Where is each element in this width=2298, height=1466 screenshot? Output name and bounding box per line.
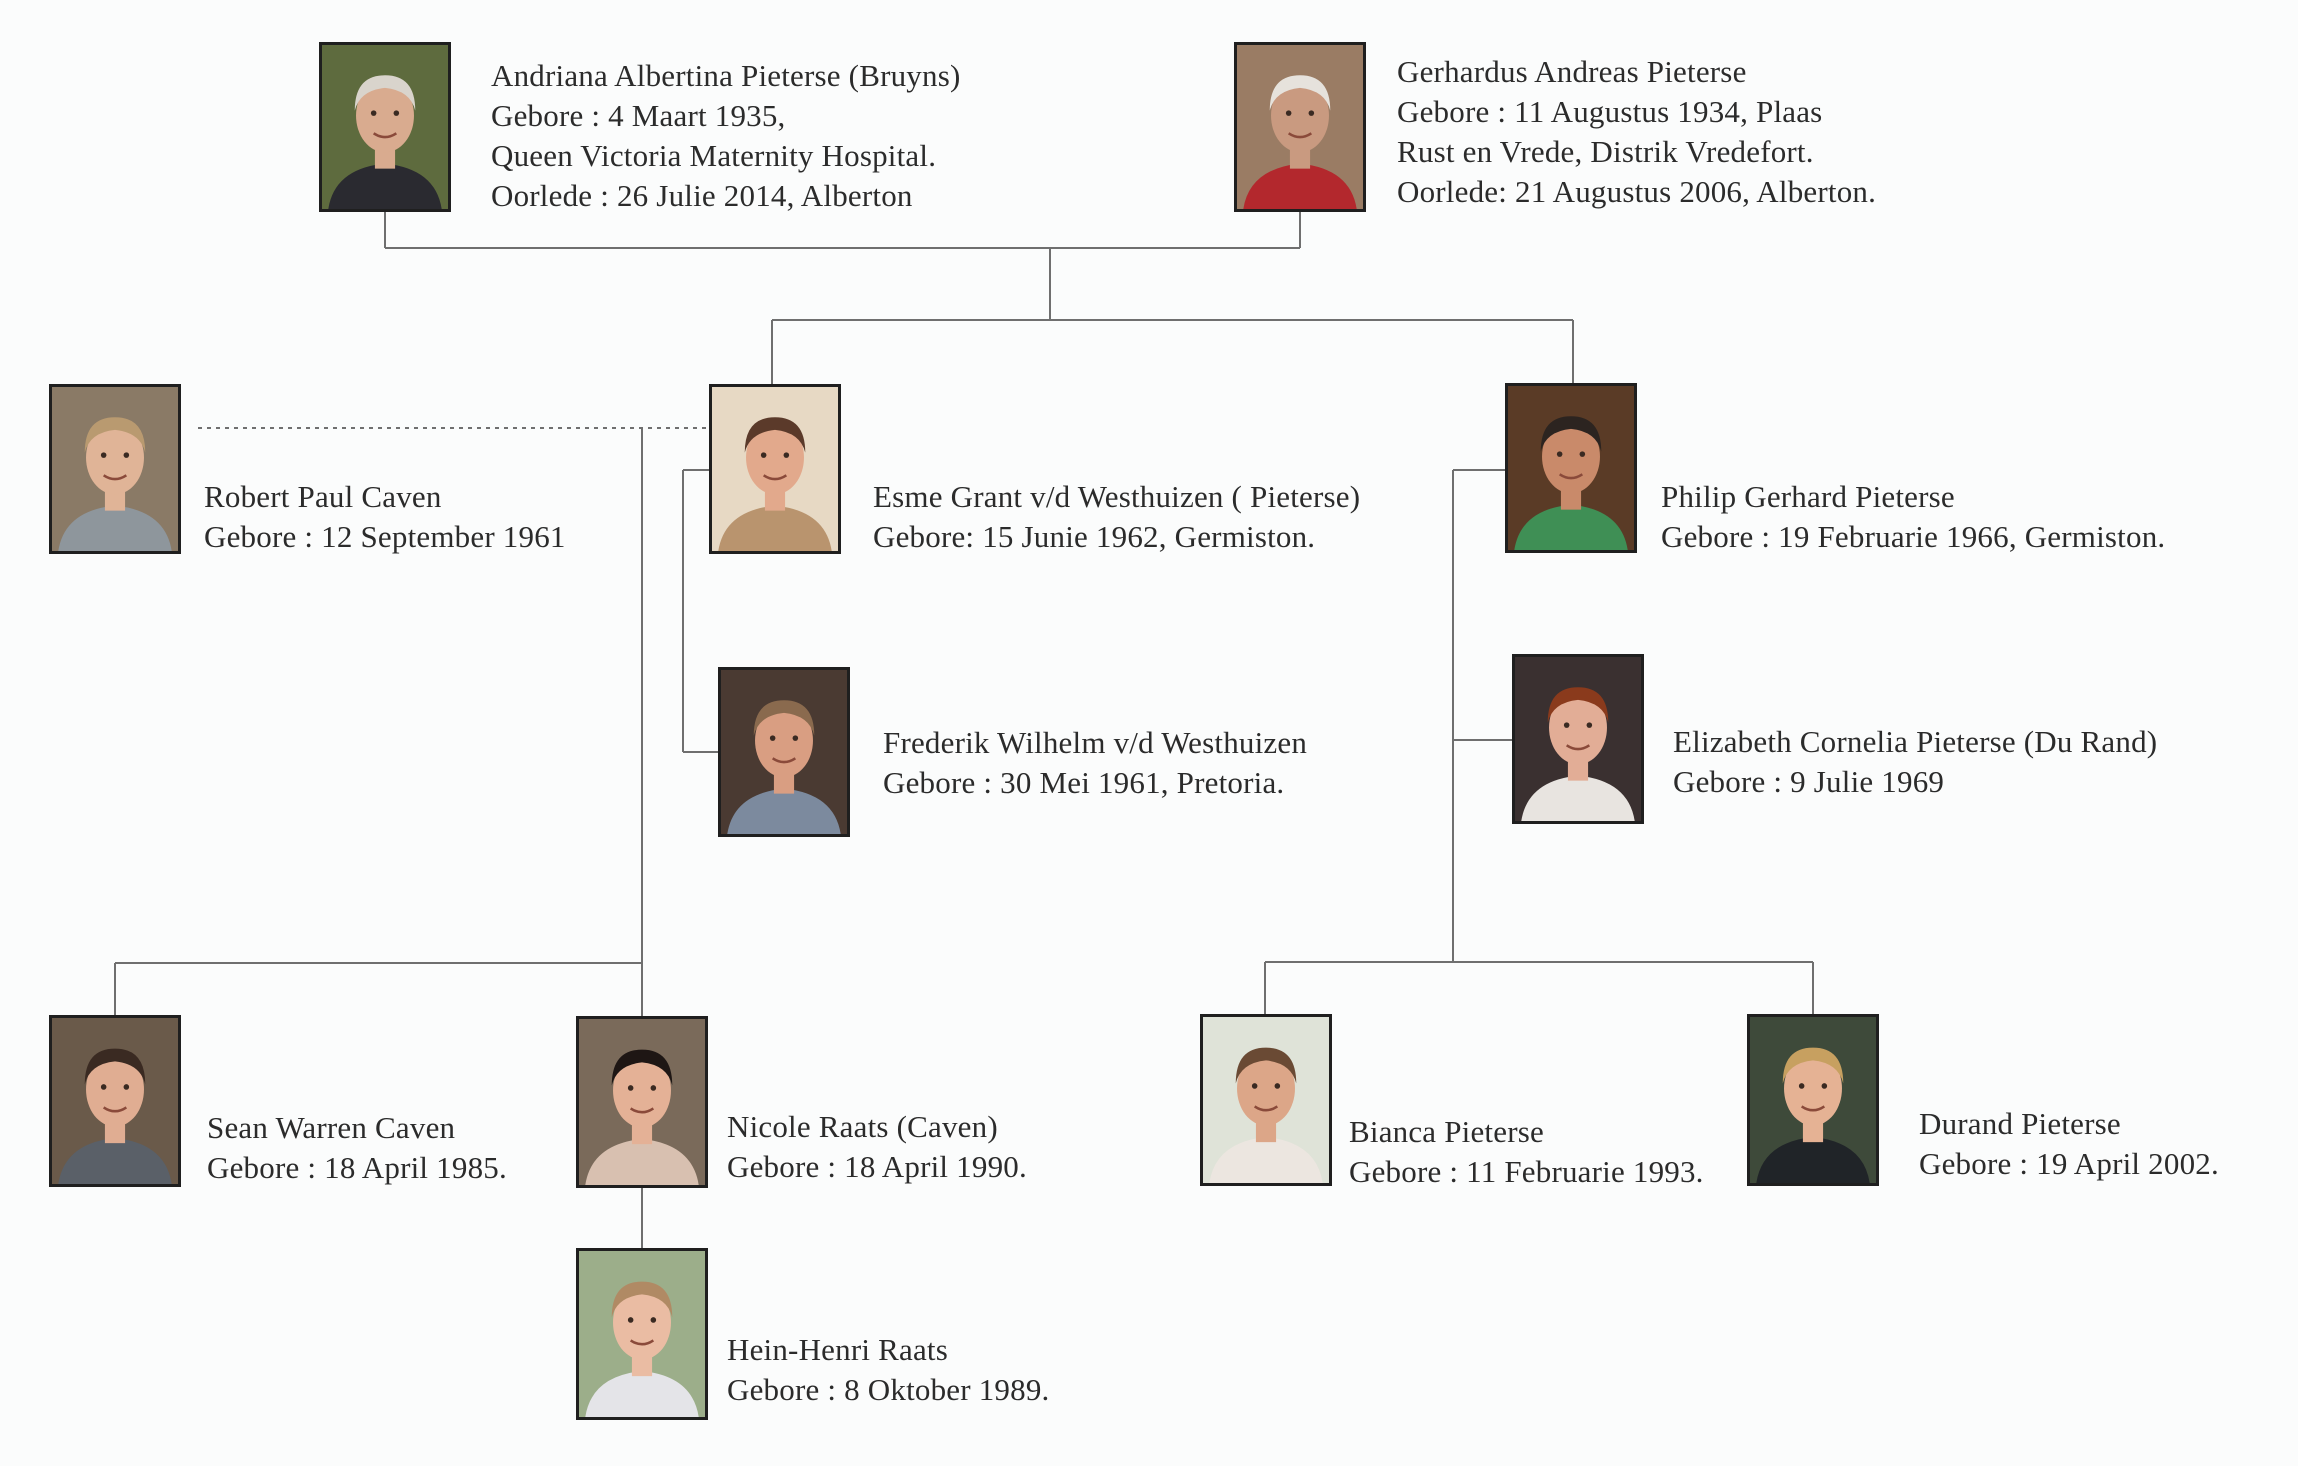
person-detail: Gebore : 18 April 1985. [207, 1150, 507, 1185]
person-detail: Gebore : 30 Mei 1961, Pretoria. [883, 765, 1285, 800]
portrait-philip [1505, 383, 1637, 553]
portrait-hein [576, 1248, 708, 1420]
portrait-andriana [319, 42, 451, 212]
portrait-image [1203, 1017, 1329, 1183]
person-name: Hein-Henri Raats [727, 1332, 948, 1367]
person-detail: Gebore : 11 Augustus 1934, Plaas [1397, 94, 1823, 129]
person-info-durand [1919, 1104, 2219, 1184]
person-info-philip [1661, 477, 2165, 557]
portrait-sean [49, 1015, 181, 1187]
person-info-frederik [883, 723, 1307, 803]
person-info-elizabeth [1673, 722, 2157, 802]
portrait-frederik [718, 667, 850, 837]
portrait-image [322, 45, 448, 209]
person-name: Robert Paul Caven [204, 479, 442, 514]
person-info-andriana [491, 56, 961, 216]
person-name: Esme Grant v/d Westhuizen ( Pieterse) [873, 479, 1361, 514]
person-name: Frederik Wilhelm v/d Westhuizen [883, 725, 1308, 760]
person-name: Andriana Albertina Pieterse (Bruyns) [491, 58, 961, 93]
portrait-image [1750, 1017, 1876, 1183]
person-detail: Gebore : 8 Oktober 1989. [727, 1372, 1050, 1407]
person-detail: Gebore : 11 Februarie 1993. [1349, 1154, 1704, 1189]
person-detail: Gebore : 9 Julie 1969 [1673, 764, 1945, 799]
person-detail: Gebore : 12 September 1961 [204, 519, 566, 554]
person-detail: Rust en Vrede, Distrik Vredefort. [1397, 134, 1814, 169]
person-name: Philip Gerhard Pieterse [1661, 479, 1955, 514]
person-detail: Gebore : 4 Maart 1935, [491, 98, 786, 133]
portrait-image [1237, 45, 1363, 209]
person-detail: Gebore : 18 April 1990. [727, 1149, 1027, 1184]
person-name: Sean Warren Caven [207, 1110, 456, 1145]
person-detail: Gebore : 19 Februarie 1966, Germiston. [1661, 519, 2166, 554]
portrait-esme [709, 384, 841, 554]
person-name: Nicole Raats (Caven) [727, 1109, 998, 1144]
person-detail: Queen Victoria Maternity Hospital. [491, 138, 937, 173]
person-info-robert [204, 477, 566, 557]
portrait-image [579, 1251, 705, 1417]
person-detail: Oorlede: 21 Augustus 2006, Alberton. [1397, 174, 1877, 209]
portrait-image [712, 387, 838, 551]
person-info-bianca [1349, 1112, 1704, 1192]
portrait-image [1515, 657, 1641, 821]
person-name: Gerhardus Andreas Pieterse [1397, 54, 1747, 89]
person-info-gerhardus [1397, 52, 1876, 212]
portrait-image [579, 1019, 705, 1185]
person-name: Elizabeth Cornelia Pieterse (Du Rand) [1673, 724, 2158, 759]
portrait-image [52, 1018, 178, 1184]
person-info-hein [727, 1330, 1049, 1410]
portrait-image [721, 670, 847, 834]
portrait-elizabeth [1512, 654, 1644, 824]
person-detail: Gebore : 19 April 2002. [1919, 1146, 2219, 1181]
person-name: Durand Pieterse [1919, 1106, 2121, 1141]
portrait-bianca [1200, 1014, 1332, 1186]
portrait-robert [49, 384, 181, 554]
person-info-esme [873, 477, 1360, 557]
person-detail: Gebore: 15 Junie 1962, Germiston. [873, 519, 1316, 554]
portrait-durand [1747, 1014, 1879, 1186]
portrait-nicole [576, 1016, 708, 1188]
portrait-image [1508, 386, 1634, 550]
portrait-image [52, 387, 178, 551]
portrait-gerhardus [1234, 42, 1366, 212]
person-name: Bianca Pieterse [1349, 1114, 1544, 1149]
person-detail: Oorlede : 26 Julie 2014, Alberton [491, 178, 913, 213]
person-info-sean [207, 1108, 507, 1188]
person-info-nicole [727, 1107, 1027, 1187]
